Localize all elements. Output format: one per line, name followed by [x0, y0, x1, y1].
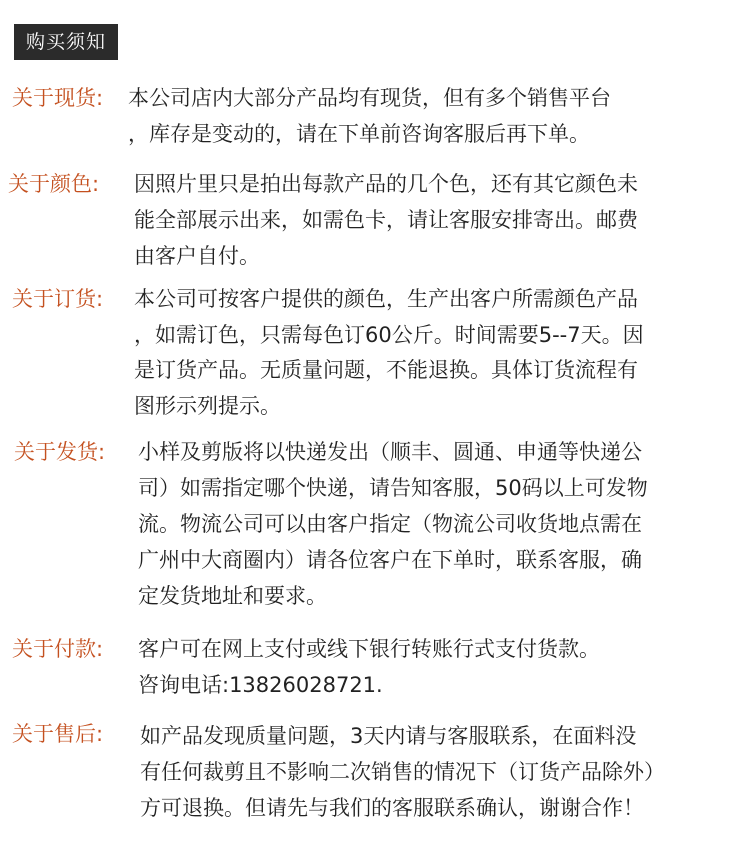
section-line: 是订货产品。无质量问题，不能退换。具体订货流程有 — [134, 358, 638, 382]
section-line: 司）如需指定哪个快递，请告知客服，50码以上可发物 — [138, 476, 648, 500]
section-line: 图形示列提示。 — [134, 394, 281, 418]
section-label-order: 关于订货: — [12, 287, 104, 311]
section-label-shipping: 关于发货: — [14, 440, 106, 464]
section-line: 本公司可按客户提供的颜色，生产出客户所需颜色产品 — [134, 287, 638, 311]
section-line: 广州中大商圈内）请各位客户在下单时，联系客服，确 — [138, 548, 642, 572]
page-title-badge: 购买须知 — [14, 24, 118, 60]
section-line: 流。物流公司可以由客户指定（物流公司收货地点需在 — [138, 512, 642, 536]
section-line: 有任何裁剪且不影响二次销售的情况下（订货产品除外） — [140, 760, 665, 784]
section-line: ，如需订色，只需每色订60公斤。时间需要5--7天。因 — [134, 323, 644, 347]
section-line: 由客户自付。 — [134, 244, 260, 268]
section-line: 能全部展示出来，如需色卡，请让客服安排寄出。邮费 — [134, 208, 638, 232]
section-line: 如产品发现质量问题，3天内请与客服联系，在面料没 — [140, 724, 637, 748]
section-line: 小样及剪版将以快递发出（顺丰、圆通、申通等快递公 — [138, 440, 642, 464]
section-line: 客户可在网上支付或线下银行转账行式支付货款。 — [138, 637, 600, 661]
contact-phone: 咨询电话:13826028721. — [138, 673, 383, 697]
section-label-after-sales: 关于售后: — [12, 722, 104, 746]
section-line: ，库存是变动的，请在下单前咨询客服后再下单。 — [128, 122, 590, 146]
section-label-in-stock: 关于现货: — [12, 86, 104, 110]
section-label-color: 关于颜色: — [8, 172, 100, 196]
section-line: 方可退换。但请先与我们的客服联系确认，谢谢合作！ — [140, 796, 644, 820]
section-line: 因照片里只是拍出每款产品的几个色，还有其它颜色未 — [134, 172, 638, 196]
section-label-payment: 关于付款: — [12, 637, 104, 661]
section-line: 本公司店内大部分产品均有现货，但有多个销售平台 — [128, 86, 611, 110]
section-line: 定发货地址和要求。 — [138, 584, 327, 608]
